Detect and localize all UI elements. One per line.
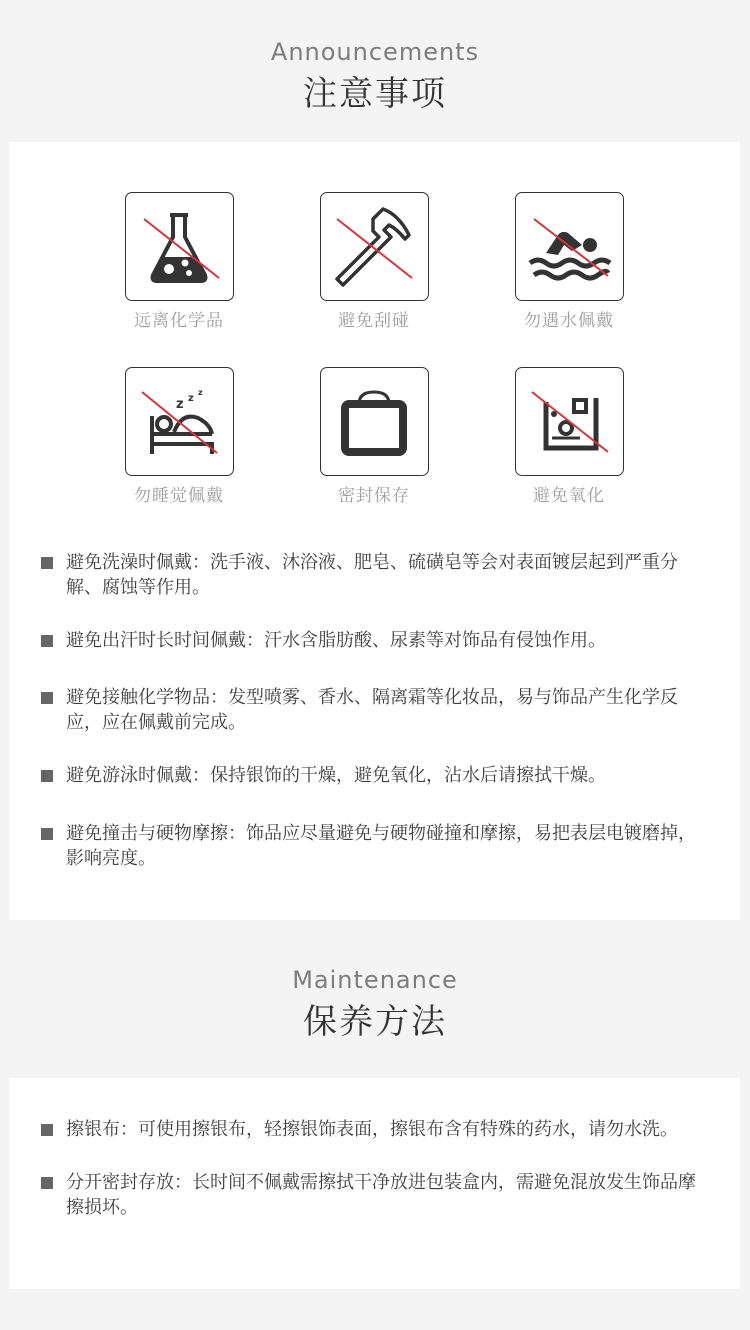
icon-item-oxidation [489, 367, 649, 507]
icon-item-water [489, 192, 649, 332]
list-item [41, 821, 711, 871]
square-bullet-icon [41, 1177, 53, 1189]
icon-label: 避免氧化 [533, 486, 605, 506]
icon-item-scratch [294, 192, 454, 332]
swimming-icon [515, 192, 624, 301]
square-bullet-icon [41, 1124, 53, 1136]
icon-label: 密封保存 [338, 486, 410, 506]
svg-text:z: z [197, 388, 203, 397]
list-item [41, 763, 711, 788]
announcements-title-en: Announcements [270, 38, 480, 66]
svg-text:z: z [187, 393, 194, 404]
icon-label: 避免刮碰 [338, 311, 410, 331]
icon-label: 勿遇水佩戴 [524, 311, 614, 331]
note-text: 避免出汗时长时间佩戴：汗水含脂肪酸、尿素等对饰品有侵蚀作用。 [66, 630, 606, 651]
svg-text:z: z [175, 397, 184, 412]
note-text: 避免接触化学物品：发型喷雾、香水、隔离霜等化妆品，易与饰品产生化学反应，应在佩戴前完成。 [66, 687, 678, 733]
sleeping-bed-icon [125, 367, 234, 476]
square-bullet-icon [41, 557, 53, 569]
maintenance-header [0, 965, 750, 1045]
icon-label: 远离化学品 [134, 311, 224, 331]
maintenance-title-en: Maintenance [292, 966, 458, 994]
square-bullet-icon [41, 828, 53, 840]
note-text: 避免洗澡时佩戴：洗手液、沐浴液、肥皂、硫磺皂等会对表面镀层起到严重分解、腐蚀等作用。 [66, 552, 678, 598]
note-text: 避免撞击与硬物摩擦：饰品应尽量避免与硬物碰撞和摩擦，易把表层电镀磨掉，影响亮度。 [66, 823, 696, 869]
sealed-box-icon [320, 367, 429, 476]
list-item [41, 685, 711, 735]
list-item [41, 1117, 711, 1142]
maintenance-title-cn: 保养方法 [303, 1002, 447, 1042]
hammer-icon [320, 192, 429, 301]
square-bullet-icon [41, 635, 53, 647]
note-text: 分开密封存放：长时间不佩戴需擦拭干净放进包装盒内，需避免混放发生饰品摩擦损坏。 [66, 1172, 696, 1218]
square-bullet-icon [41, 770, 53, 782]
list-item [41, 628, 711, 653]
list-item [41, 1170, 711, 1220]
icon-label: 勿睡觉佩戴 [134, 486, 224, 506]
square-bullet-icon [41, 692, 53, 704]
announcements-header [0, 37, 750, 117]
announcements-panel [9, 142, 740, 920]
oxidation-icon [515, 367, 624, 476]
list-item [41, 550, 711, 600]
icon-item-chemicals [99, 192, 259, 332]
note-text: 避免游泳时佩戴：保持银饰的干燥，避免氧化，沾水后请擦拭干燥。 [66, 765, 606, 786]
note-text: 擦银布：可使用擦银布，轻擦银饰表面，擦银布含有特殊的药水，请勿水洗。 [66, 1119, 678, 1140]
maintenance-panel [9, 1078, 740, 1289]
maintenance-notes [41, 1117, 711, 1220]
announcements-title-cn: 注意事项 [303, 74, 447, 114]
icon-item-sleep [99, 367, 259, 507]
chemical-flask-icon [125, 192, 234, 301]
announcement-notes [41, 550, 711, 871]
icon-item-seal [294, 367, 454, 507]
